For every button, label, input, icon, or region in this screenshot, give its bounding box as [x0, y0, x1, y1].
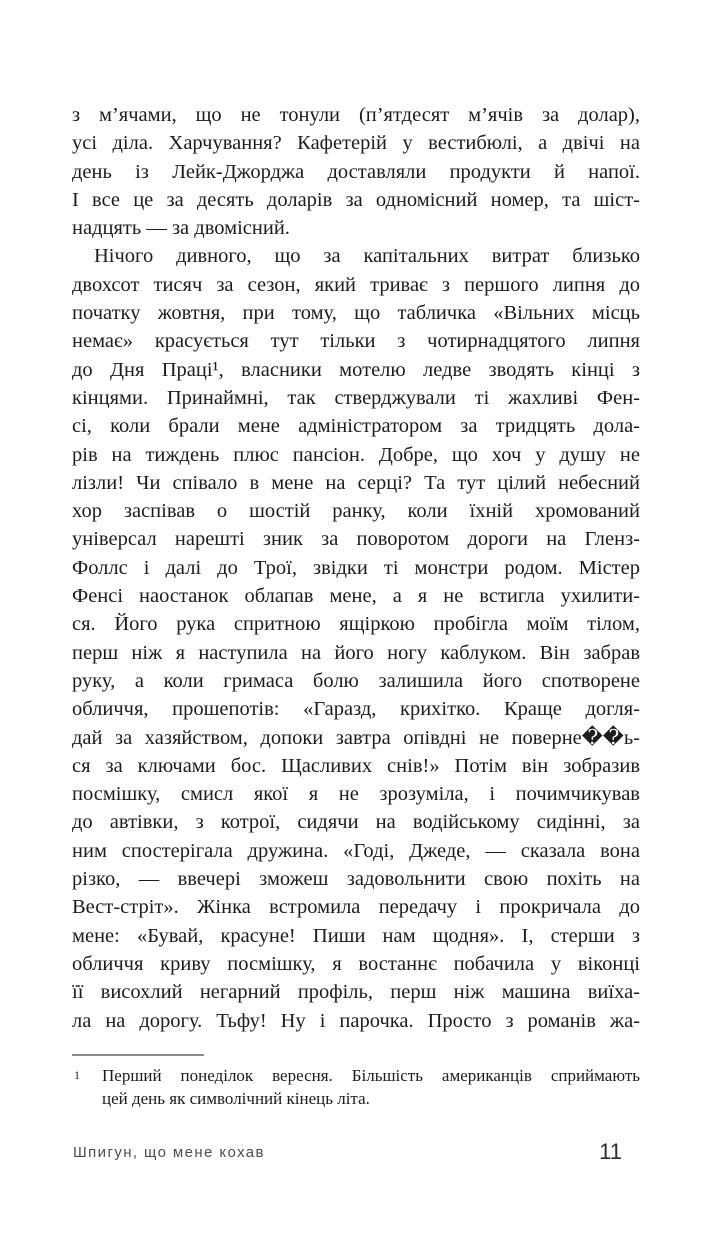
- text-line: різко, — ввечері зможеш задовольнити свою похіть на: [72, 868, 640, 891]
- text-line: ся за ключами бос. Щасливих снів!» Потім він зобразив: [72, 754, 640, 777]
- text-line: хор заспівав о шостій ранку, коли їхній хромований: [72, 500, 640, 523]
- text-line: обличчя криву посмішку, я востаннє побачила у віконці: [72, 952, 640, 975]
- text-line: Фоллс і далі до Трої, звідки ті монстри родом. Містер: [72, 556, 640, 579]
- text-line: до Дня Праці¹, власники мотелю ледве зводять кінці з: [72, 358, 640, 381]
- text-line: перш ніж я наступила на його ногу каблуком. Він забрав: [72, 641, 640, 664]
- text-line: цей день як символічний кінець літа.: [102, 1089, 370, 1108]
- text-line: мене: «Бувай, красуне! Пиши нам щодня». І, стерши з: [72, 924, 640, 947]
- text-line: до автівки, з котрої, сидячи на водійському сидінні, за: [72, 811, 640, 834]
- text-line: немає» красується тут тільки з чотирнадцятого липня: [72, 330, 640, 353]
- text-line: усі діла. Харчування? Кафетерій у вестибюлі, а двічі на: [72, 132, 640, 155]
- text-line: Вест-стріт». Жінка встромила передачу і прокричала до: [72, 896, 640, 919]
- text-line: І все це за десять доларів за одномісний номер, та шіст-: [72, 188, 640, 211]
- text-line: універсал нарешті зник за поворотом дороги на Гленз-: [72, 528, 640, 551]
- text-line: день із Лейк-Джорджа доставляли продукти й напої.: [72, 160, 640, 183]
- text-line: надцять — за двомісний.: [72, 217, 290, 240]
- body-text: [72, 101, 640, 1035]
- text-line: посмішку, смисл якої я не зрозуміла, і почимчикував: [72, 783, 640, 806]
- text-line: ла на дорогу. Тьфу! Ну і парочка. Просто з романів жа-: [72, 1009, 640, 1032]
- text-line: двохсот тисяч за сезон, який триває з першого липня до: [72, 273, 640, 296]
- text-line: Нічого дивного, що за капітальних витрат близько: [94, 245, 640, 268]
- footer-book-title: Шпигун, що мене кохав: [73, 1144, 265, 1161]
- paragraph: [72, 101, 640, 242]
- footnote-marker: 1: [74, 1068, 80, 1082]
- text-line: дай за хазяйством, допоки завтра опівдні не поверне��ь-: [72, 726, 640, 749]
- text-line: сі, коли брали мене адміністратором за тридцять дола-: [72, 415, 640, 438]
- footnote-text: [72, 1064, 640, 1110]
- text-line: руку, а коли гримаса болю залишила його спотворене: [72, 669, 640, 692]
- page-number: 11: [599, 1139, 622, 1164]
- footnote: [72, 1064, 640, 1110]
- text-line: початку жовтня, при тому, що табличка «Вільних місць: [72, 302, 640, 325]
- text-line: обличчя, прошепотів: «Гаразд, крихітко. Краще догля-: [72, 698, 640, 721]
- text-line: ним спостерігала дружина. «Годі, Джеде, — сказала вона: [72, 839, 640, 862]
- text-line: з м’ячами, що не тонули (п’ятдесят м’ячів за долар),: [72, 104, 640, 126]
- text-line: лізли! Чи співало в мене на серці? Та тут цілий небесний: [72, 471, 640, 494]
- text-line: кінцями. Принаймні, так стверджували ті жахливі Фен-: [72, 386, 640, 409]
- paragraph: [72, 242, 640, 1034]
- text-line: її висохлий негарний профіль, перш ніж машина виїха-: [72, 981, 640, 1004]
- text-line: ся. Його рука спритною ящіркою пробігла моїм тілом,: [72, 613, 640, 636]
- text-line: Фенсі наостанок облапав мене, а я не встигла ухилити-: [72, 585, 640, 608]
- footnote-divider: [72, 1054, 204, 1056]
- text-line: рів на тиждень плюс пансіон. Добре, що хоч у душу не: [72, 443, 640, 466]
- text-line: Перший понеділок вересня. Більшість американців сприймають: [102, 1066, 640, 1085]
